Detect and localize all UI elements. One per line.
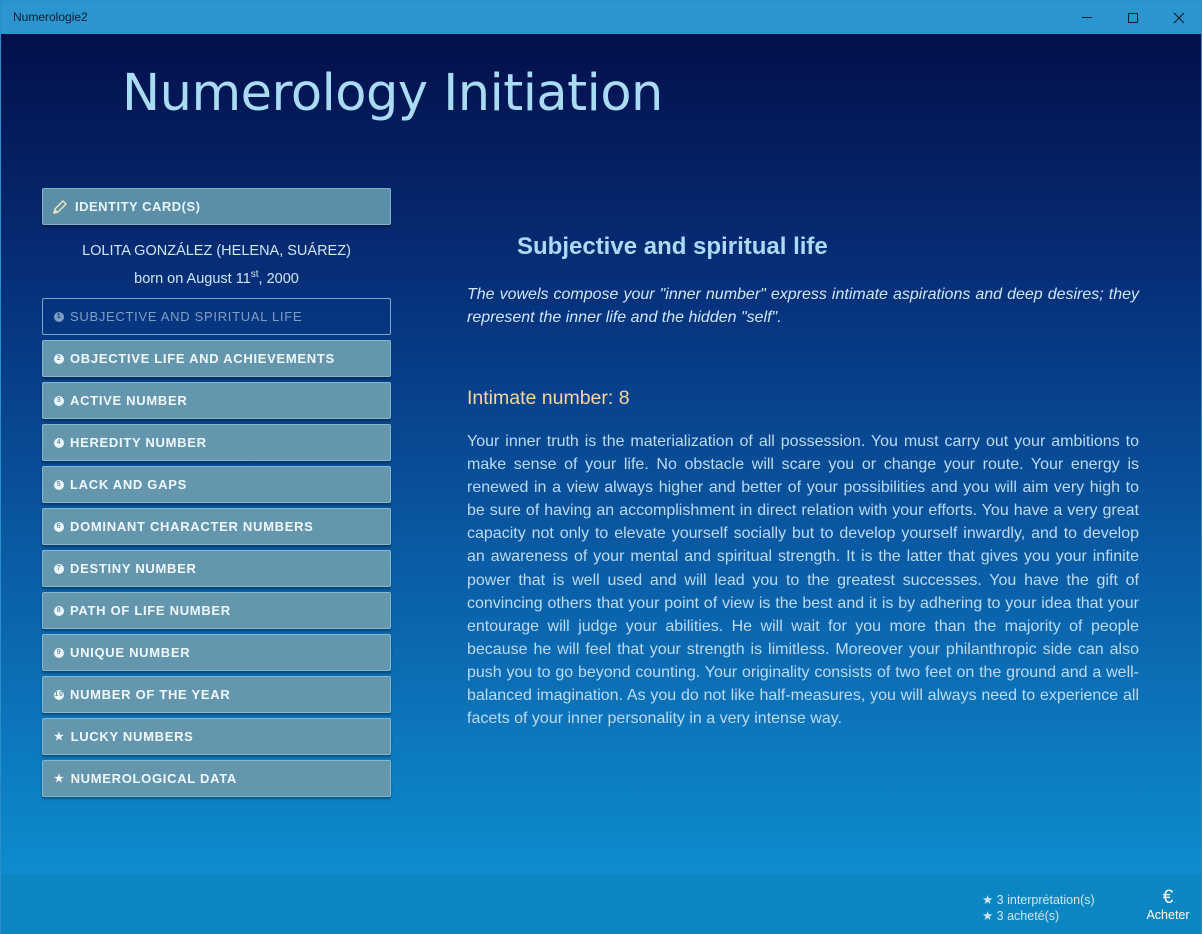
- number-badge-icon: 5: [54, 480, 64, 490]
- close-button[interactable]: [1156, 1, 1202, 34]
- menu-item-label: ACTIVE NUMBER: [70, 393, 188, 408]
- birth-suffix: st: [250, 269, 259, 280]
- star-icon: ★: [54, 731, 65, 743]
- menu-item-unique-number[interactable]: [42, 634, 391, 671]
- number-badge-icon: 8: [54, 606, 64, 616]
- stat-interpretations: ★ 3 interprétation(s): [982, 893, 1095, 907]
- menu-item-destiny-number[interactable]: [42, 550, 391, 587]
- pencil-icon: [51, 198, 69, 216]
- window-title: Numerologie2: [13, 10, 88, 24]
- stats: [982, 892, 1095, 924]
- maximize-button[interactable]: [1110, 1, 1156, 34]
- number-badge-icon: 4: [54, 438, 64, 448]
- number-badge-icon: 9: [54, 648, 64, 658]
- birth-date: born on August 11: [134, 270, 251, 287]
- menu-item-label: NUMEROLOGICAL DATA: [70, 771, 237, 786]
- menu-item-label: LACK AND GAPS: [70, 477, 187, 492]
- menu-item-subjective-and-spiritual-life[interactable]: [42, 298, 391, 335]
- minimize-icon: [1082, 17, 1092, 18]
- person-info: [42, 240, 391, 291]
- person-birth: [42, 263, 391, 291]
- app-title: Numerology Initiation: [122, 64, 663, 123]
- title-bar: [1, 1, 1201, 34]
- main-content: [1, 34, 1201, 874]
- interpretation-text: Your inner truth is the materialization of all possession. You must carry out your ambitions to make sense of your life. No obstacle will scare you or change your route. Your energy is renewed in a view always higher and better of your possibilities and you will aim very high to be sure of having an accomplishment in direct relation with your efforts. You have a very great capacity not only to elevate yourself socially but to develop yourself inwardly, and to develop an awareness of your mental and spiritual strength. It is the latter that gives you your infinite power that is well used and will lead you to the greatest successes. You have the gift of convincing others that your point of view is the best and it is by adhering to your idea that your entourage will judge your abilities. He will wait for you more than the majority of people because he will feel that your strength is limitless. Moreover your philanthropic side can also push you to go beyond counting. Your originality consists of two feet on the ground and a well-balanced imagination. As you do not like half-measures, you will always need to experience all facets of your inner personality in a very intense way.: [467, 433, 1139, 728]
- menu-item-label: UNIQUE NUMBER: [70, 645, 191, 660]
- intimate-number: Intimate number: 8: [467, 387, 630, 409]
- menu-item-path-of-life-number[interactable]: [42, 592, 391, 629]
- menu-item-objective-life-and-achievements[interactable]: [42, 340, 391, 377]
- menu-item-lucky-numbers[interactable]: [42, 718, 391, 755]
- number-badge-icon: 6: [54, 522, 64, 532]
- euro-icon: €: [1162, 887, 1174, 908]
- section-title: Subjective and spiritual life: [517, 233, 828, 260]
- menu-item-label: DOMINANT CHARACTER NUMBERS: [70, 519, 314, 534]
- menu-item-label: OBJECTIVE LIFE AND ACHIEVEMENTS: [70, 351, 335, 366]
- identity-card-label: IDENTITY CARD(S): [75, 199, 201, 214]
- star-icon: ★: [54, 773, 65, 785]
- number-badge-icon: 2: [54, 354, 64, 364]
- minimize-button[interactable]: [1064, 1, 1110, 34]
- buy-label: Acheter: [1146, 908, 1190, 922]
- menu-item-label: SUBJECTIVE AND SPIRITUAL LIFE: [70, 309, 303, 324]
- birth-year: , 2000: [258, 270, 299, 287]
- menu-item-heredity-number[interactable]: [42, 424, 391, 461]
- number-badge-icon: 1: [54, 312, 64, 322]
- menu-item-label: PATH OF LIFE NUMBER: [70, 603, 231, 618]
- menu-item-label: NUMBER OF THE YEAR: [70, 687, 231, 702]
- section-description: The vowels compose your "inner number" express intimate aspirations and deep desires; they represent the inner life and the hidden "self".: [467, 286, 1139, 326]
- menu-item-active-number[interactable]: [42, 382, 391, 419]
- menu-item-numerological-data[interactable]: [42, 760, 391, 797]
- identity-card-button[interactable]: [42, 188, 391, 225]
- menu-item-dominant-character-numbers[interactable]: [42, 508, 391, 545]
- buy-button[interactable]: [1143, 888, 1193, 922]
- menu-item-label: DESTINY NUMBER: [70, 561, 197, 576]
- number-badge-icon: 7: [54, 564, 64, 574]
- close-icon: [1173, 12, 1185, 24]
- menu-item-label: HEREDITY NUMBER: [70, 435, 207, 450]
- stat-purchased: ★ 3 acheté(s): [982, 909, 1060, 923]
- footer-bar: [1, 874, 1201, 934]
- person-name: LOLITA GONZÁLEZ (HELENA, SUÁREZ): [82, 243, 351, 259]
- maximize-icon: [1128, 13, 1138, 23]
- number-badge-icon: 3: [54, 396, 64, 406]
- menu-item-lack-and-gaps[interactable]: [42, 466, 391, 503]
- menu-item-number-of-the-year[interactable]: [42, 676, 391, 713]
- menu-item-label: LUCKY NUMBERS: [70, 729, 194, 744]
- number-badge-icon: 10: [54, 691, 64, 698]
